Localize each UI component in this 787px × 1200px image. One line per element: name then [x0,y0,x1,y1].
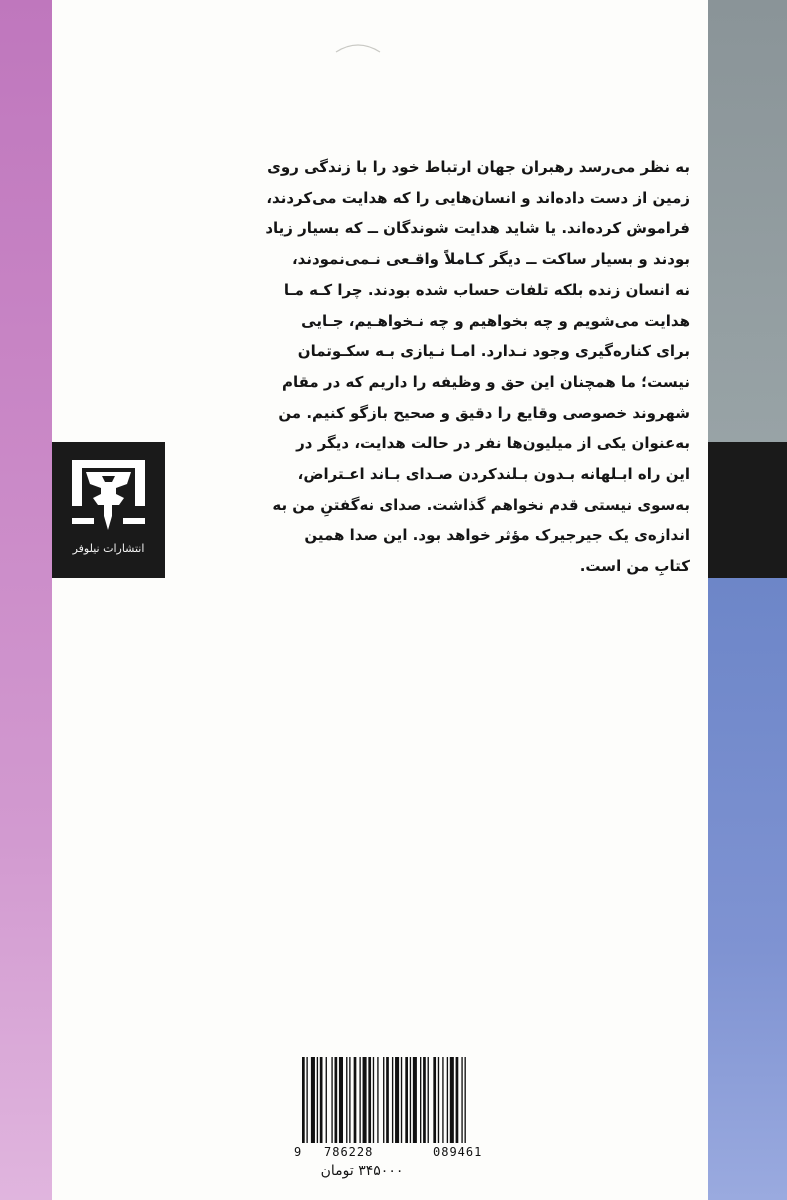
blurb-line: هدایت می‌شویم و چه بخواهیم و چه نـخواهـیم، جـایی [301,311,690,330]
barcode-bar [401,1057,402,1143]
isbn-barcode [292,1055,529,1163]
barcode-bar [326,1057,327,1143]
barcode-bar [450,1057,454,1143]
barcode-bar [386,1057,389,1143]
barcode-bar [423,1057,426,1143]
blurb-line: زمین از دست داده‌اند و انسان‌هایی را که هدایت می‌کردند، [266,188,690,207]
barcode-bar [405,1057,408,1143]
barcode-digits-middle: 786228 [324,1145,374,1159]
nilufar-logo-icon [72,458,145,538]
barcode-bar [311,1057,315,1143]
barcode-digit-left: 9 [294,1145,302,1159]
barcode-bar [346,1057,347,1143]
barcode-bar [428,1057,429,1143]
barcode-bar [395,1057,399,1143]
barcode-bar [359,1057,360,1143]
barcode-bar [368,1057,371,1143]
barcode-bar [456,1057,459,1143]
publisher-name: انتشارات نیلوفر [72,542,145,555]
blurb-line: به‌سوی نیستی قدم نخواهم گذاشت. صدای نه‌گفتنِ من به [272,495,690,514]
barcode-bar [377,1057,378,1143]
blurb-line: برای کناره‌گیری وجود نـدارد. امـا نـیازی بـه سکـوتمان [297,342,690,361]
barcode-bar [306,1057,307,1143]
barcode-digits-right: 089461 [433,1145,483,1159]
barcode-bar [320,1057,323,1143]
blurb-line: بودند و بسیار ساکت ــ دیگر کـاملاً واقـعی نـمی‌نمودند، [291,250,690,269]
blurb-line: کتابِ من است. [579,557,690,576]
barcode-bar [331,1057,332,1143]
barcode-bar [461,1057,462,1143]
blurb-line: اندازه‌ی یک جیرجیرک مؤثر خواهد بود. این صدا همین [304,526,690,545]
barcode-bar [442,1057,443,1143]
barcode-bar [433,1057,436,1143]
barcode-bar [302,1057,305,1143]
barcode-bar [363,1057,367,1143]
blurb-line: نیست؛ ما همچنان این حق و وظیفه را داریم که در مقام [282,372,690,391]
barcode-bar [339,1057,343,1143]
left-color-band [0,0,52,1200]
blurb-line: نه انسان زنده بلکه تلفات حساب شده بودند. چرا کـه مـا [283,280,690,299]
right-band-grey [708,0,787,442]
barcode-bar [465,1057,466,1143]
barcode-bar [373,1057,374,1143]
barcode-bar [317,1057,318,1143]
barcode-bar [447,1057,448,1143]
right-band-blue [708,578,787,1200]
barcode-bar [420,1057,421,1143]
ornament-icon [335,42,381,54]
publisher-logo-block [52,442,165,578]
blurb-line: به نظر می‌رسد رهبران جهان ارتباط خود را با زندگی روی [267,158,690,176]
right-color-band [708,0,787,1200]
barcode-bar [383,1057,384,1143]
right-band-black [708,442,787,578]
blurb-line: این راه ابـلهانه بـدون بـلندکردن صـدای بـاند اعـتراض، [297,465,690,484]
blurb-line: به‌عنوان یکی از میلیون‌ها نفر در حالت هدایت، دیگر در [296,434,690,453]
back-cover-blurb [205,152,690,582]
barcode-bar [349,1057,350,1143]
barcode-bar [335,1057,338,1143]
barcode-bar [392,1057,393,1143]
barcode-bar [410,1057,411,1143]
price-label: ۳۴۵۰۰۰ تومان [320,1163,404,1179]
barcode-bar [438,1057,439,1143]
barcode-bar [413,1057,417,1143]
blurb-line: فراموش کرده‌اند. یا شاید هدایت شوندگان ــ که بسیار زیاد [265,219,690,238]
blurb-line: شهروند خصوصی وقایع را دقیق و صحیح بازگو کنیم. من [278,403,690,422]
barcode-bar [354,1057,357,1143]
